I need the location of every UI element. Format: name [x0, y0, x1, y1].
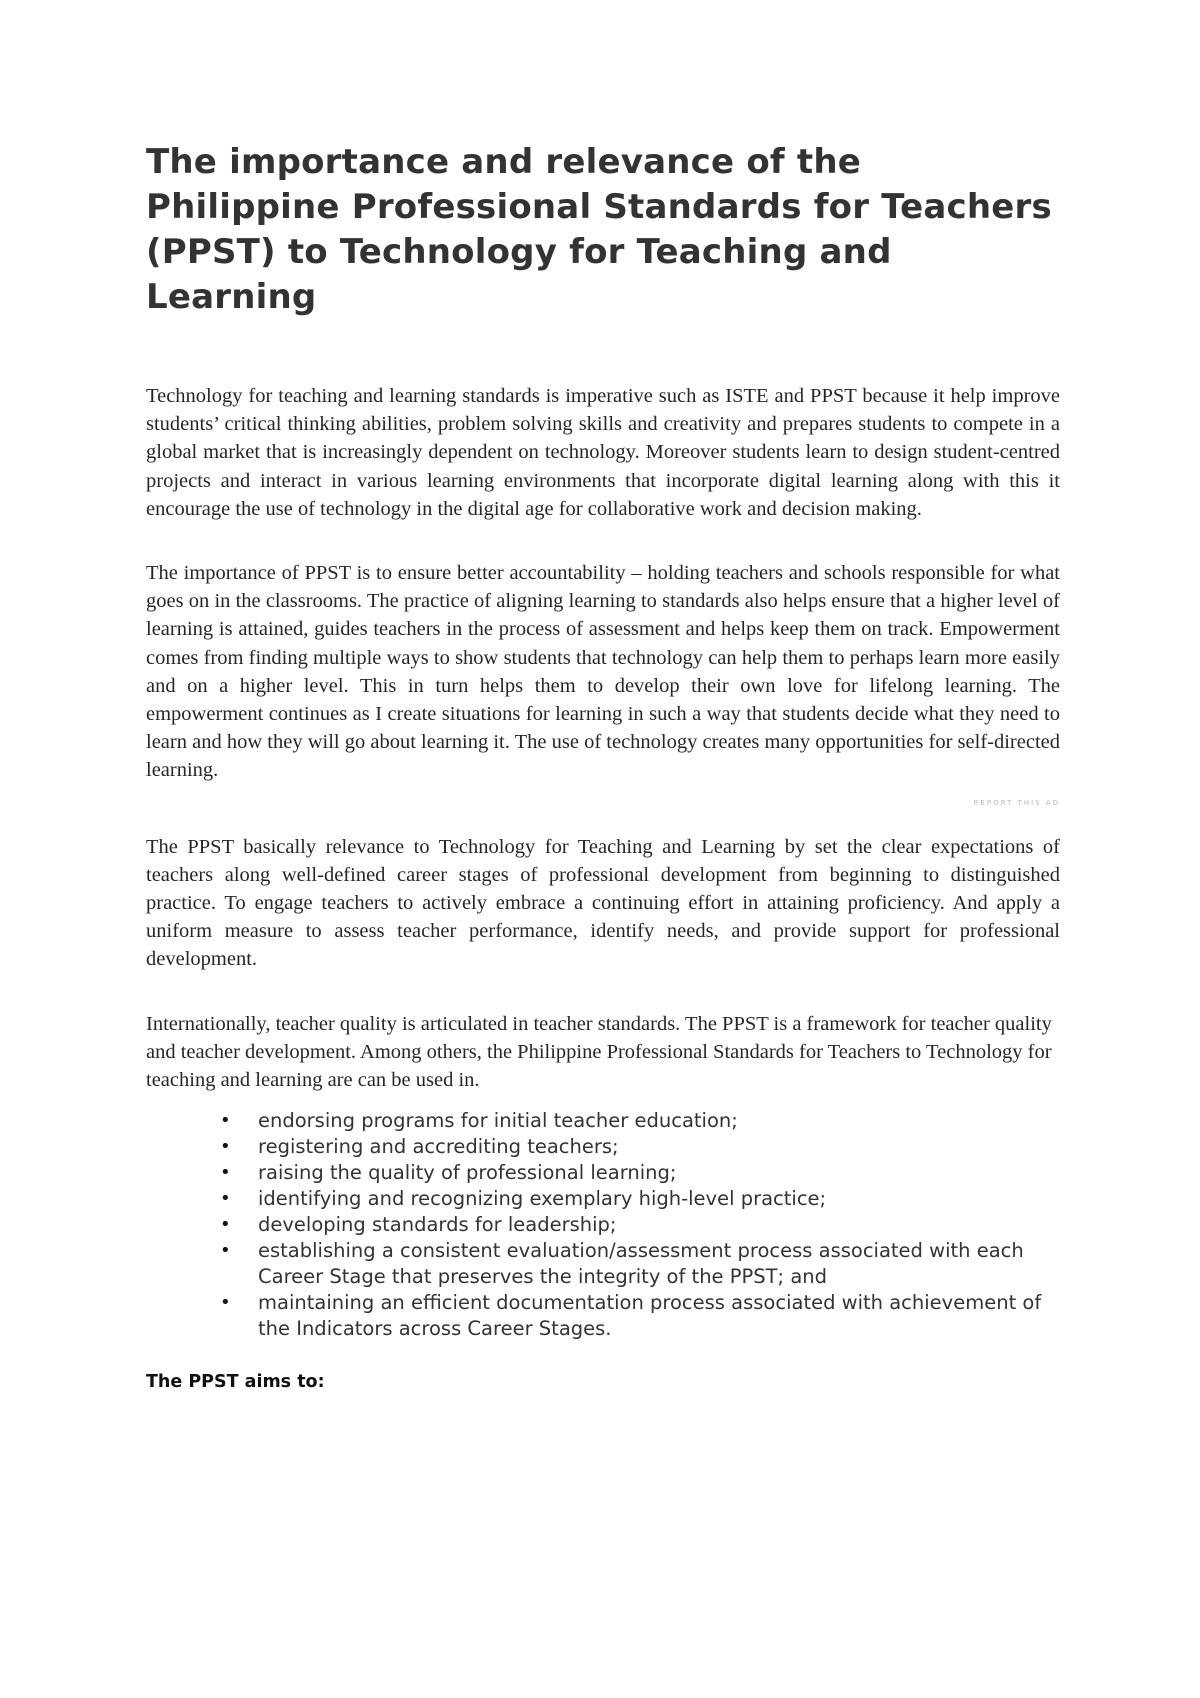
paragraph-international-standards: Internationally, teacher quality is articulated in teacher standards. The PPST is a framework for teacher quality and teacher development. Among others, the Philippine Professional Standards for Teachers to Technology for teaching and learning are can be used in.: [146, 1012, 1052, 1092]
report-this-ad-link[interactable]: REPORT THIS AD: [973, 798, 1060, 807]
bullet-icon: •: [220, 1162, 231, 1184]
list-item: [220, 1186, 1060, 1212]
list-item: [220, 1290, 1060, 1342]
list-item-text: registering and accrediting teachers;: [258, 1135, 619, 1159]
document-content: [146, 140, 1060, 1392]
list-item: [220, 1160, 1060, 1186]
list-item-text: endorsing programs for initial teacher education;: [258, 1109, 738, 1133]
list-item-text: identifying and recognizing exemplary high-level practice;: [258, 1187, 827, 1211]
list-item-text: developing standards for leadership;: [258, 1213, 617, 1237]
bullet-icon: •: [220, 1110, 231, 1132]
uses-bullet-list: [146, 1108, 1060, 1342]
list-item: [220, 1108, 1060, 1134]
paragraph-ppst-relevance: The PPST basically relevance to Technology for Teaching and Learning by set the clear expectations of teachers along well-defined career stages of professional development from beginning to distinguished practice. To engage teachers to actively embrace a continuing effort in attaining proficiency. And apply a uniform measure to assess teacher performance, identify needs, and provide support for professional development.: [146, 835, 1060, 971]
bullet-icon: •: [220, 1136, 231, 1158]
list-item: [220, 1238, 1060, 1290]
paragraph-technology-standards: Technology for teaching and learning standards is imperative such as ISTE and PPST because it help improve students’ critical thinking abilities, problem solving skills and creativity and prepares students to compete in a global market that is increasingly dependent on technology. Moreover students learn to design student-centred projects and interact in various learning environments that incorporate digital learning along with this it encourage the use of technology in the digital age for collaborative work and decision making.: [146, 385, 1060, 520]
list-item-text: maintaining an efficient documentation process associated with achievement of the Indicators across Career Stages.: [258, 1291, 1042, 1341]
list-item: [220, 1134, 1060, 1160]
paragraph-importance-of-ppst: The importance of PPST is to ensure better accountability – holding teachers and schools responsible for what goes on in the classrooms. The practice of aligning learning to standards also helps ensure that a higher level of learning is attained, guides teachers in the process of assessment and helps keep them on track. Empowerment comes from finding multiple ways to show students that technology can help them to perhaps learn more easily and on a higher level. This in turn helps them to develop their own love for lifelong learning. The empowerment continues as I create situations for learning in such a way that students decide what they need to learn and how they will go about learning it. The use of technology creates many opportunities for self-directed learning.: [146, 562, 1060, 782]
list-item: [220, 1212, 1060, 1238]
document-title: The importance and relevance of the Philippine Professional Standards for Teachers (PPST) to Technology for Teaching and Learning: [146, 142, 1052, 317]
list-item-text: raising the quality of professional learning;: [258, 1161, 677, 1185]
bullet-icon: •: [220, 1188, 231, 1210]
bullet-icon: •: [220, 1214, 231, 1236]
ppst-aims-label: The PPST aims to:: [146, 1372, 325, 1393]
ppst-aims-heading: [146, 1372, 1060, 1392]
bullet-icon: •: [220, 1240, 231, 1262]
list-item-text: establishing a consistent evaluation/assessment process associated with each Career Stage that preserves the integrity of the PPST; and: [258, 1239, 1024, 1289]
bullet-icon: •: [220, 1292, 231, 1314]
